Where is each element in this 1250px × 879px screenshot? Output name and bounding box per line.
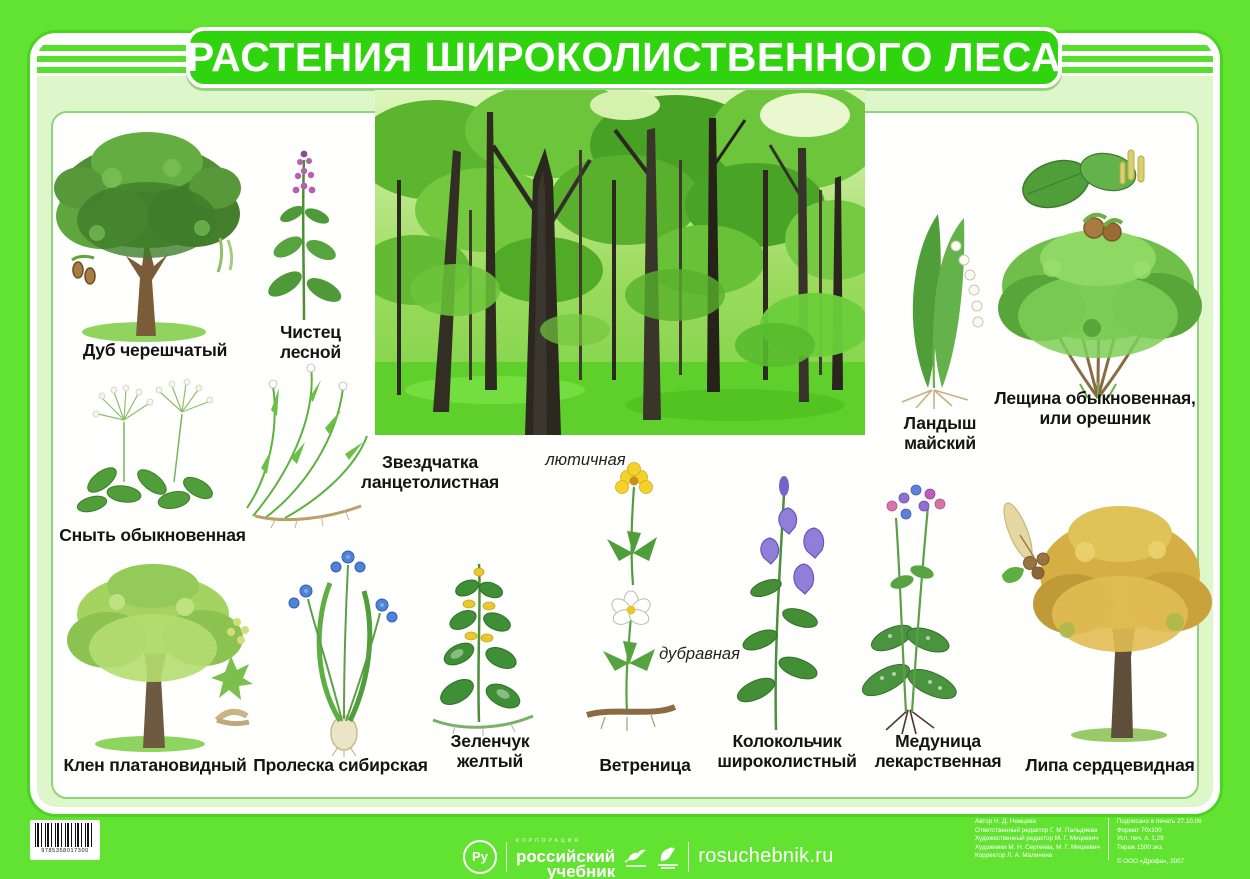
publisher-block <box>463 834 834 879</box>
credits-left-column <box>975 818 1100 867</box>
credit-proofreader: Корректор Л. А. Малинина <box>975 852 1053 860</box>
plant-label-zvezdchatka: Звездчатка ланцетолистная <box>360 452 500 492</box>
barcode-number: 9785358017300 <box>41 848 89 854</box>
plant-label-zelenchuk: Зеленчук желтый <box>450 731 530 771</box>
credit-editor: Ответственный редактор Г. М. Пальдяева <box>975 826 1098 834</box>
lipa-seeds-illustration <box>988 495 1066 593</box>
credit-circulation: Тираж 1500 экз. <box>1116 843 1164 851</box>
chistets-illustration <box>252 142 357 322</box>
credit-format: Формат 70x100 <box>1116 826 1162 834</box>
credit-print-date: Подписано в печать 27.10.06 <box>1116 818 1202 825</box>
credit-artists: Художники М. Н. Сергеева, М. Г. Мицкевич <box>975 843 1100 851</box>
credits-right-column <box>1117 818 1202 867</box>
ru-monogram-text: Ру <box>472 849 488 864</box>
plant-label-kolokolchik: Колокольчик широколистный <box>717 731 857 771</box>
divider-line-2 <box>688 842 689 872</box>
kolokolchik-illustration <box>718 468 850 738</box>
ventana-graf-logo <box>657 845 679 869</box>
plant-label-lipa: Липа сердцевидная <box>1025 755 1195 775</box>
plant-label-oak: Дуб черешчатый <box>82 340 228 360</box>
plant-label-vetrenitsa: Ветреница <box>599 755 691 775</box>
ventana-horse-icon <box>657 845 679 863</box>
ventana-caption-bar <box>658 864 678 866</box>
plant-label-snyt: Сныть обыкновенная <box>59 525 246 545</box>
drofa-logo <box>624 846 648 867</box>
publisher-site-url: rosuchebnik.ru <box>698 845 834 867</box>
klen-illustration <box>55 552 260 752</box>
publisher-wordmark <box>516 834 615 879</box>
plant-label-klen: Клен платановидный <box>63 755 247 775</box>
proleska-illustration <box>272 525 420 757</box>
credits-divider <box>1108 818 1109 860</box>
medunitsa-illustration <box>852 462 974 737</box>
plant-label-landysh: Ландыш майский <box>903 413 977 453</box>
ventana-caption-bar2 <box>661 867 675 869</box>
credit-sheets: Усл. печ. л. 1,29 <box>1116 835 1164 843</box>
plant-label-leshchina: Лещина обыкновенная, или орешник <box>994 388 1196 428</box>
publisher-word-2: учебник <box>546 862 616 879</box>
snyt-illustration <box>62 362 242 522</box>
corporation-label: КОРПОРАЦИЯ <box>516 838 581 844</box>
barcode-bars <box>35 823 95 847</box>
credit-art-editor: Художественный редактор М. Г. Мицкевич <box>975 835 1099 843</box>
barcode <box>30 820 100 860</box>
plant-label-medunitsa: Медуница лекарственная <box>874 731 1002 771</box>
plant-label-chistets: Чистец лесной <box>280 322 341 362</box>
drofa-caption-bar <box>626 865 646 867</box>
vetrenitsa-variant-lyutichnaya: лютичная <box>545 451 626 469</box>
publisher-word-1: российский <box>516 847 616 866</box>
imprint-credits <box>975 818 1202 867</box>
landysh-illustration <box>882 188 990 410</box>
leshchina-nuts-illustration <box>1008 142 1160 254</box>
divider-line <box>506 842 507 872</box>
poster-title: РАСТЕНИЯ ШИРОКОЛИСТВЕННОГО ЛЕСА <box>186 34 1062 80</box>
plant-label-proleska: Пролеска сибирская <box>253 755 428 775</box>
drofa-bird-icon <box>624 846 648 864</box>
ru-monogram-logo <box>463 840 497 874</box>
zelenchuk-illustration <box>425 542 543 737</box>
zvezdchatka-illustration <box>225 358 380 528</box>
copyright-line: © ООО «Дрофа», 2007 <box>1116 858 1185 866</box>
credit-author: Автор Н. Д. Немцева <box>975 818 1036 825</box>
vetrenitsa-variant-dubravnaya: дубравная <box>659 645 740 663</box>
vetrenitsa-illustration <box>557 455 709 737</box>
title-banner <box>186 27 1062 88</box>
oak-tree-illustration <box>52 118 247 343</box>
forest-photo <box>375 90 865 435</box>
